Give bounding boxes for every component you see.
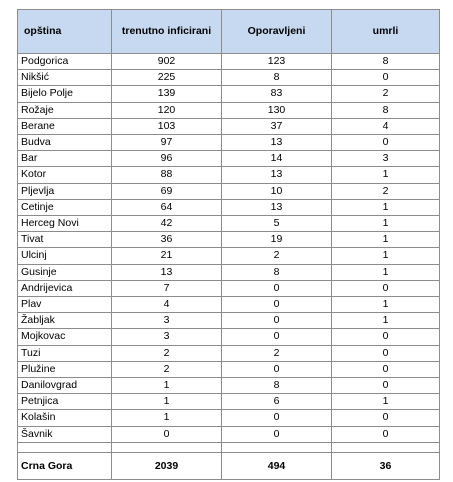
municipality-cell: Pljevlja [18,183,112,199]
recovered-cell: 37 [222,118,332,134]
header-currently-infected: trenutno inficirani [112,10,222,54]
table-row [18,70,440,86]
infected-cell: 139 [112,86,222,102]
infected-cell: 97 [112,135,222,151]
infected-cell: 103 [112,118,222,134]
table-row [18,54,440,70]
deaths-cell: 1 [332,297,440,313]
recovered-cell: 5 [222,216,332,232]
deaths-cell [332,442,440,452]
municipality-cell: Bijelo Polje [18,86,112,102]
table-row [18,216,440,232]
deaths-cell: 2 [332,86,440,102]
municipality-cell: Gusinje [18,264,112,280]
recovered-cell: 13 [222,199,332,215]
infected-cell: 2 [112,345,222,361]
deaths-cell: 0 [332,329,440,345]
header-deaths: umrli [332,10,440,54]
recovered-cell: 0 [222,329,332,345]
recovered-cell: 0 [222,410,332,426]
recovered-cell: 10 [222,183,332,199]
recovered-cell: 8 [222,70,332,86]
recovered-cell: 0 [222,280,332,296]
deaths-cell: 0 [332,410,440,426]
total-row [18,452,440,479]
municipality-cell: Budva [18,135,112,151]
recovered-cell: 14 [222,151,332,167]
table-row [18,394,440,410]
recovered-cell: 2 [222,248,332,264]
municipality-cell: Andrijevica [18,280,112,296]
deaths-cell: 1 [332,248,440,264]
table-row [18,167,440,183]
recovered-cell: 0 [222,313,332,329]
municipality-cell: Podgorica [18,54,112,70]
table-row [18,183,440,199]
table-row [18,248,440,264]
municipality-cell: Danilovgrad [18,378,112,394]
deaths-cell: 1 [332,264,440,280]
municipality-stats-table [17,9,440,480]
table-body [18,54,440,480]
deaths-cell: 1 [332,232,440,248]
deaths-cell: 0 [332,280,440,296]
municipality-cell: Nikšić [18,70,112,86]
recovered-cell: 123 [222,54,332,70]
municipality-cell: Bar [18,151,112,167]
recovered-cell: 8 [222,378,332,394]
table-row [18,151,440,167]
municipality-cell: Petnjica [18,394,112,410]
table-row [18,297,440,313]
deaths-cell: 0 [332,361,440,377]
table-row [18,86,440,102]
deaths-cell: 0 [332,378,440,394]
infected-cell: 1 [112,394,222,410]
municipality-cell: Ulcinj [18,248,112,264]
table-row [18,199,440,215]
deaths-cell: 2 [332,183,440,199]
infected-cell: 225 [112,70,222,86]
header-municipality: opština [18,10,112,54]
table-row [18,280,440,296]
infected-cell: 3 [112,313,222,329]
table-row [18,410,440,426]
recovered-cell: 6 [222,394,332,410]
infected-cell [112,442,222,452]
infected-cell: 4 [112,297,222,313]
recovered-cell: 130 [222,102,332,118]
recovered-cell: 0 [222,361,332,377]
table-row [18,361,440,377]
municipality-cell: Tivat [18,232,112,248]
infected-cell: 42 [112,216,222,232]
deaths-cell: 0 [332,345,440,361]
infected-cell: 88 [112,167,222,183]
municipality-cell: Plav [18,297,112,313]
infected-cell: 902 [112,54,222,70]
recovered-cell: 19 [222,232,332,248]
header-row [18,10,440,54]
infected-cell: 0 [112,426,222,442]
recovered-cell: 494 [222,452,332,479]
deaths-cell: 8 [332,102,440,118]
deaths-cell: 0 [332,70,440,86]
municipality-cell: Rožaje [18,102,112,118]
table-row [18,102,440,118]
deaths-cell: 1 [332,199,440,215]
recovered-cell: 83 [222,86,332,102]
infected-cell: 3 [112,329,222,345]
infected-cell: 1 [112,410,222,426]
deaths-cell: 3 [332,151,440,167]
table-row [18,426,440,442]
infected-cell: 1 [112,378,222,394]
recovered-cell: 13 [222,135,332,151]
municipality-cell: Žabljak [18,313,112,329]
recovered-cell: 0 [222,297,332,313]
recovered-cell: 0 [222,426,332,442]
table-row [18,345,440,361]
deaths-cell: 4 [332,118,440,134]
table-row [18,264,440,280]
table-row [18,378,440,394]
table-row [18,329,440,345]
recovered-cell: 8 [222,264,332,280]
municipality-cell: Kolašin [18,410,112,426]
infected-cell: 21 [112,248,222,264]
spacer-row [18,442,440,452]
table-row [18,135,440,151]
municipality-cell: Berane [18,118,112,134]
infected-cell: 36 [112,232,222,248]
deaths-cell: 1 [332,167,440,183]
deaths-cell: 0 [332,426,440,442]
infected-cell: 69 [112,183,222,199]
deaths-cell: 8 [332,54,440,70]
municipality-cell: Kotor [18,167,112,183]
municipality-cell: Tuzi [18,345,112,361]
municipality-cell: Crna Gora [18,452,112,479]
municipality-cell: Šavnik [18,426,112,442]
municipality-cell: Herceg Novi [18,216,112,232]
infected-cell: 120 [112,102,222,118]
table-row [18,232,440,248]
municipality-cell [18,442,112,452]
recovered-cell: 13 [222,167,332,183]
infected-cell: 7 [112,280,222,296]
deaths-cell: 36 [332,452,440,479]
deaths-cell: 1 [332,394,440,410]
infected-cell: 2039 [112,452,222,479]
municipality-cell: Plužine [18,361,112,377]
infected-cell: 13 [112,264,222,280]
table-row [18,313,440,329]
infected-cell: 2 [112,361,222,377]
recovered-cell [222,442,332,452]
deaths-cell: 0 [332,135,440,151]
municipality-cell: Cetinje [18,199,112,215]
recovered-cell: 2 [222,345,332,361]
table-row [18,118,440,134]
deaths-cell: 1 [332,313,440,329]
header-recovered: Oporavljeni [222,10,332,54]
infected-cell: 96 [112,151,222,167]
deaths-cell: 1 [332,216,440,232]
municipality-cell: Mojkovac [18,329,112,345]
infected-cell: 64 [112,199,222,215]
